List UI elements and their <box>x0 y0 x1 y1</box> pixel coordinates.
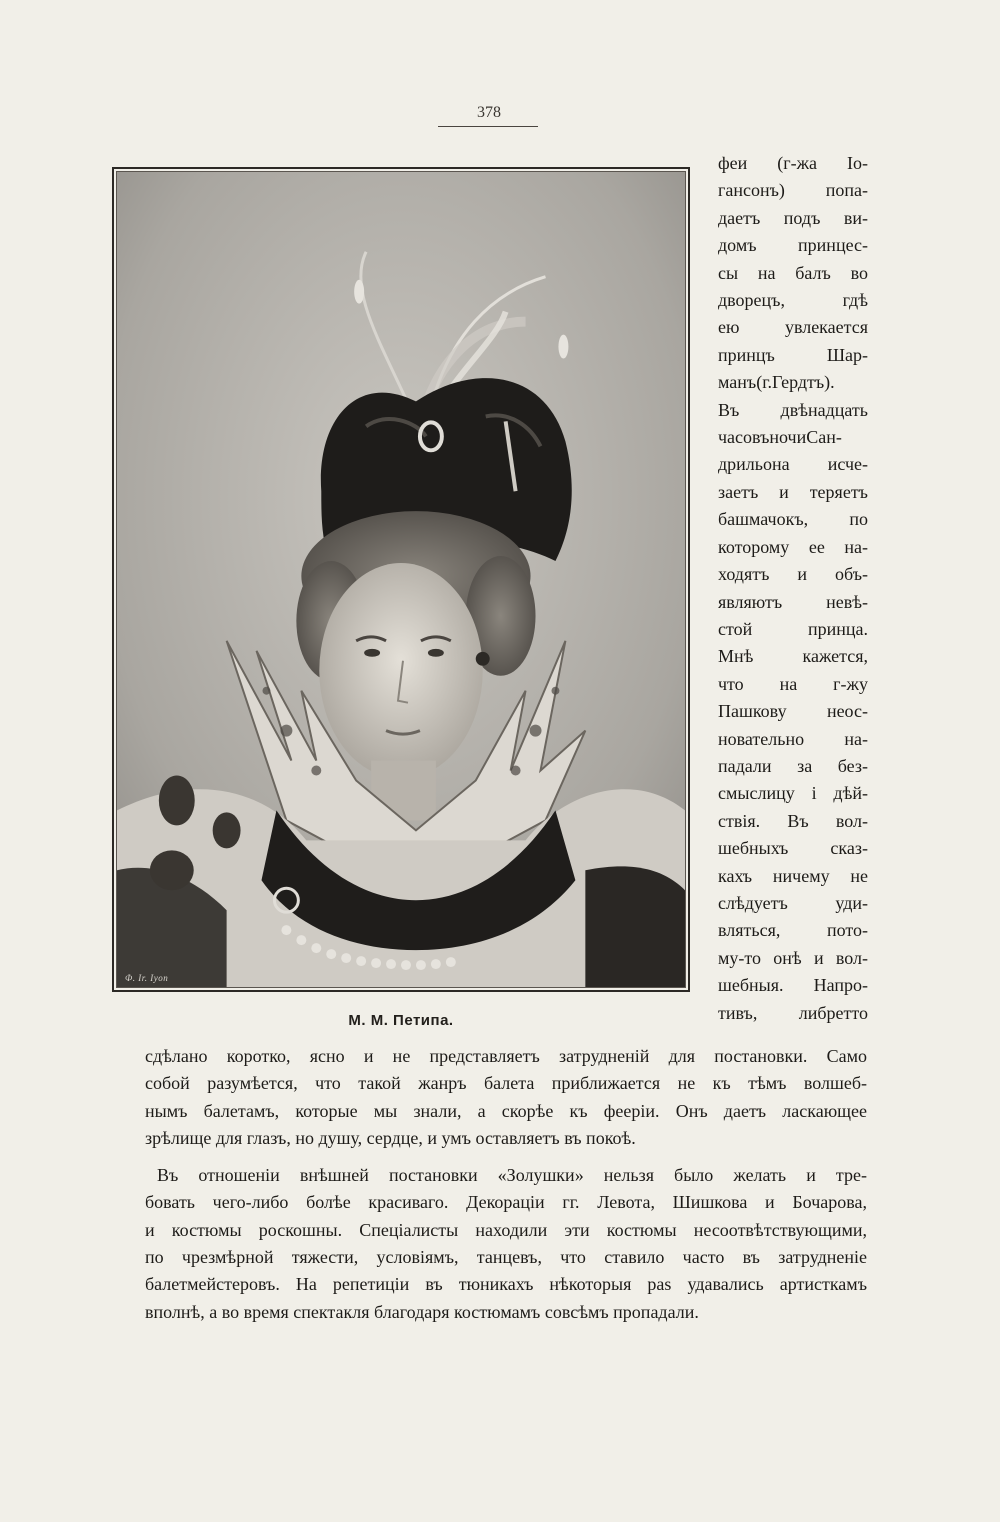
body-text-line: по чрезмѣрной тяжести, условіямъ, танцевъ, что ставило часто въ затрудненіе <box>145 1247 867 1268</box>
side-text-line: Въ двѣнадцать <box>718 399 868 420</box>
side-text-line: которому ее на- <box>718 536 868 557</box>
body-text-line: вполнѣ, а во время спектакля благодаря костюмамъ совсѣмъ пропадали. <box>145 1301 699 1322</box>
body-text <box>145 1043 867 1326</box>
side-text-line: ходятъ и объ- <box>718 564 868 585</box>
side-text-line: даетъ подъ ви- <box>718 207 868 228</box>
side-text-line: шебныхъ сказ- <box>718 838 868 859</box>
body-text-line: и костюмы роскошны. Спеціалисты находили эти костюмы несоотвѣтствующими, <box>145 1219 867 1240</box>
side-text-line: смыслицу і дѣй- <box>718 783 868 804</box>
portrait-illustration <box>117 172 685 987</box>
side-text-line: стой принца. <box>718 618 868 639</box>
side-text-line: башмачокъ, по <box>718 509 868 530</box>
side-text-line: ствія. Въ вол- <box>718 810 868 831</box>
photo-credit: Ф. Ir. Iyon <box>125 973 169 983</box>
body-text-line: нымъ балетамъ, которые мы знали, а скорѣе къ феерiи. Онъ даетъ ласкающее <box>145 1100 867 1121</box>
portrait-photo <box>116 171 686 988</box>
side-text-line: сы на балъ во <box>718 262 868 283</box>
paragraph-gap <box>145 1152 867 1162</box>
side-text-line: гансонъ) попа- <box>718 180 868 201</box>
side-text-line: слѣдуетъ уди- <box>718 892 868 913</box>
side-text-line: шебныя. Напро- <box>718 975 868 996</box>
side-text-line: Пашкову неос- <box>718 701 868 722</box>
side-text-line: дворецъ, гдѣ <box>718 290 868 311</box>
side-text-line: часовъночиСан- <box>718 427 842 448</box>
side-text-line: феи (г-жа Іо- <box>718 153 868 173</box>
body-text-line: бовать чего-либо болѣе красиваго. Декораціи гг. Левота, Шишкова и Бочарова, <box>145 1192 867 1213</box>
body-text-line: балетмейстеровъ. На репетиціи въ тюникахъ нѣкоторыя pas удавались артисткамъ <box>145 1274 867 1295</box>
side-text-line: новательно на- <box>718 728 868 749</box>
page-number-rule <box>438 126 538 127</box>
body-text-line: Въ отношеніи внѣшней постановки «Золушки» нельзя было желать и тре- <box>157 1165 867 1186</box>
side-text-line: му-то онѣ и вол- <box>718 947 868 968</box>
portrait-photo-frame <box>112 167 690 992</box>
side-text-line: что на г-жу <box>718 673 868 694</box>
side-text-line: принцъ Шар- <box>718 344 868 365</box>
side-text-line: домъ принцес- <box>718 235 868 256</box>
side-text-line: заетъ и теряетъ <box>718 481 868 502</box>
side-text-line: манъ(г.Гердтъ). <box>718 372 835 393</box>
side-text-line: падали за без- <box>718 755 868 776</box>
figure-caption: М. М. Петипа. <box>348 1012 454 1029</box>
side-text-line: кахъ ничему не <box>718 865 868 886</box>
side-text-line: Мнѣ кажется, <box>718 646 868 667</box>
side-text-line: тивъ, либретто <box>718 1002 868 1023</box>
side-text-column <box>718 150 868 1027</box>
side-text-line: дрильона исче- <box>718 454 868 475</box>
side-text-line: являютъ невѣ- <box>718 591 868 612</box>
side-text-line: вляться, пото- <box>718 920 868 941</box>
page-number: 378 <box>477 104 501 121</box>
body-text-line: зрѣлище для глазъ, но душу, сердце, и умъ оставляетъ въ покоѣ. <box>145 1127 636 1148</box>
body-text-line: собой разумѣется, что такой жанръ балета приближается не къ тѣмъ волшеб- <box>145 1073 867 1094</box>
side-text-line: ею увлекается <box>718 317 868 338</box>
body-text-line: сдѣлано коротко, ясно и не представляетъ затрудненій для постановки. Само <box>145 1046 867 1066</box>
